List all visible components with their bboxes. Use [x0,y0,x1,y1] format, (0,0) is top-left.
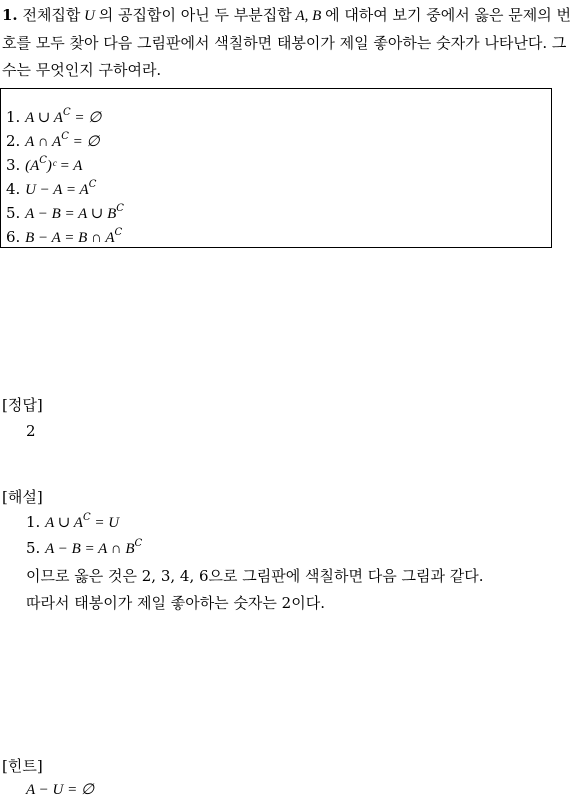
option-number: 6. [6,228,21,246]
question-part-3: 의 공집합이 아닌 두 부분집합 [98,6,292,24]
answer-label: [정답] [2,396,43,414]
option-expr: A ∪ A [25,110,63,126]
line-sup: C [134,538,143,549]
line-prefix: 5. [26,539,46,557]
question-part-5: 에 대하여 보기 중에서 옳은 문제의 번호를 모두 찾아 다음 그림판에서 색칠하면 태봉이가 제일 좋아하는 숫자가 나타난다. 그 수는 무엇인지 구하여라. [2,6,572,79]
option-6 [6,221,551,245]
option-expr: A − B = A ∪ B [25,206,117,222]
explanation-text-2: 따라서 태봉이가 제일 좋아하는 숫자는 2이다. [26,594,325,612]
question-text [2,2,572,84]
line-expr: A − B = A ∩ B [45,541,135,557]
line-rest: = U [90,515,120,531]
answer-value: 2 [26,422,36,440]
option-number: 3. [6,156,21,174]
question-part-2: U [80,8,99,24]
option-sup: C [88,179,97,190]
option-rest: = ∅ [70,110,102,126]
line-sup: C [82,512,91,523]
line-prefix: 1. [26,513,46,531]
option-rest: = ∅ [68,134,100,150]
hint-label: [힌트] [2,757,43,775]
option-sup: C [62,107,71,118]
explanation-label: [해설] [2,488,43,506]
explanation-line-2 [26,538,142,558]
option-4 [6,173,551,197]
option-number: 1. [6,108,21,126]
option-5 [6,197,551,221]
question-number: 1. [2,6,18,24]
option-sup: C [39,155,47,166]
option-number: 2. [6,132,21,150]
hint-expr: A − U = ∅ [26,782,95,798]
question-part-4: A, B [291,8,326,24]
option-number: 4. [6,180,21,198]
option-rest: )ᶜ = A [46,158,83,174]
option-sup: C [116,203,124,214]
option-number: 5. [6,204,21,222]
option-expr: A ∩ A [25,134,62,150]
question-part-1: 전체집합 [22,6,81,24]
explanation-line-1 [26,512,119,532]
option-expr: U − A = A [25,182,89,198]
option-sup: C [114,227,123,238]
options-box [0,88,552,248]
option-1 [6,101,551,125]
option-sup: C [61,131,69,142]
option-2 [6,125,551,149]
option-expr: (A [25,158,40,174]
explanation-text-1: 이므로 옳은 것은 2, 3, 4, 6으로 그림판에 색칠하면 다음 그림과 같다. [26,567,484,585]
option-3 [6,149,551,173]
line-expr: A ∪ A [45,515,83,531]
option-expr: B − A = B ∩ A [25,230,115,246]
